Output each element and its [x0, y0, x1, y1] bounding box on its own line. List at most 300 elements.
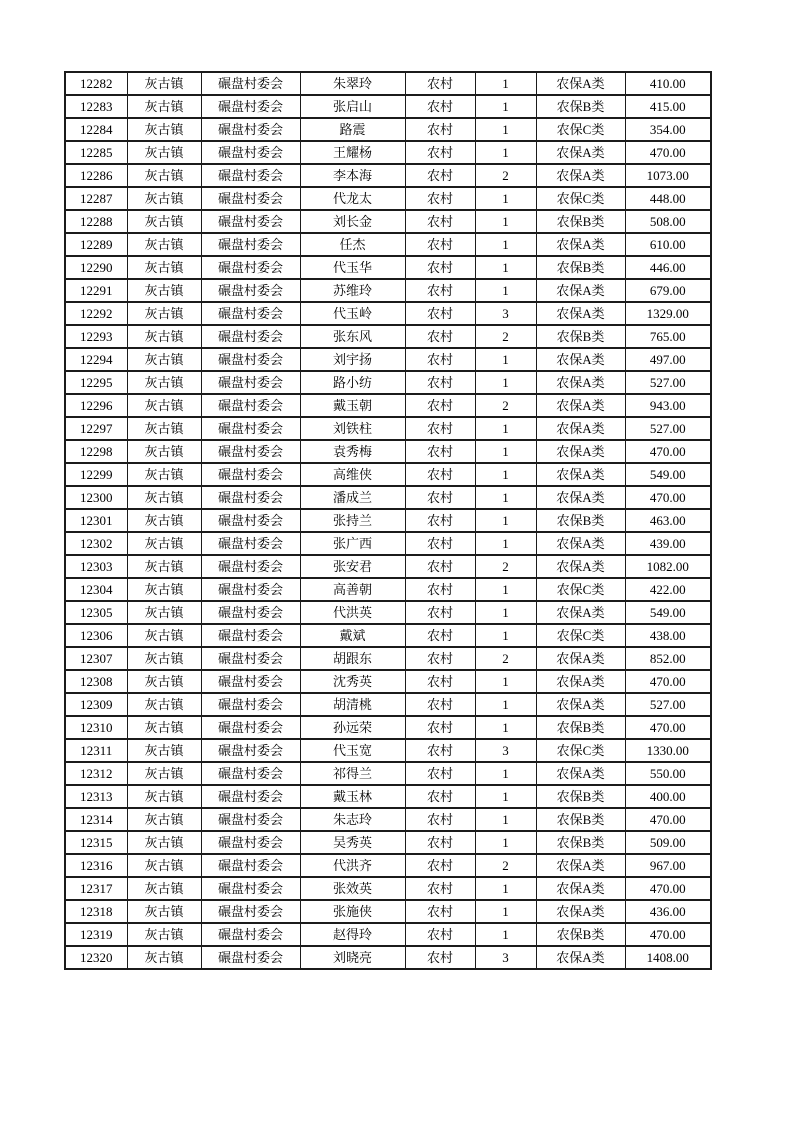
cell-type: 农村 [405, 877, 475, 900]
cell-name: 孙远荣 [300, 716, 405, 739]
cell-id: 12304 [65, 578, 127, 601]
cell-count: 1 [475, 486, 536, 509]
table-row [65, 716, 711, 739]
cell-type: 农村 [405, 187, 475, 210]
cell-town: 灰古镇 [127, 233, 201, 256]
cell-type: 农村 [405, 210, 475, 233]
cell-count: 1 [475, 95, 536, 118]
cell-type: 农村 [405, 394, 475, 417]
table-row [65, 900, 711, 923]
cell-name: 潘成兰 [300, 486, 405, 509]
cell-category: 农保A类 [536, 762, 625, 785]
cell-id: 12306 [65, 624, 127, 647]
table-row [65, 187, 711, 210]
table-row [65, 210, 711, 233]
cell-type: 农村 [405, 808, 475, 831]
cell-type: 农村 [405, 141, 475, 164]
cell-name: 高善朝 [300, 578, 405, 601]
cell-count: 1 [475, 371, 536, 394]
cell-type: 农村 [405, 555, 475, 578]
cell-count: 3 [475, 302, 536, 325]
cell-amount: 852.00 [625, 647, 711, 670]
cell-name: 路小纺 [300, 371, 405, 394]
table-row [65, 394, 711, 417]
cell-type: 农村 [405, 256, 475, 279]
cell-town: 灰古镇 [127, 348, 201, 371]
cell-town: 灰古镇 [127, 509, 201, 532]
cell-amount: 415.00 [625, 95, 711, 118]
cell-category: 农保B类 [536, 509, 625, 532]
cell-village: 碾盘村委会 [201, 946, 300, 969]
table-row [65, 463, 711, 486]
cell-name: 苏维玲 [300, 279, 405, 302]
cell-name: 代洪英 [300, 601, 405, 624]
table-body [65, 72, 711, 969]
cell-category: 农保A类 [536, 946, 625, 969]
cell-id: 12310 [65, 716, 127, 739]
cell-amount: 470.00 [625, 716, 711, 739]
cell-town: 灰古镇 [127, 601, 201, 624]
cell-category: 农保C类 [536, 118, 625, 141]
cell-type: 农村 [405, 348, 475, 371]
cell-id: 12293 [65, 325, 127, 348]
cell-type: 农村 [405, 601, 475, 624]
cell-name: 高维侠 [300, 463, 405, 486]
cell-name: 张效英 [300, 877, 405, 900]
cell-type: 农村 [405, 509, 475, 532]
cell-village: 碾盘村委会 [201, 601, 300, 624]
cell-village: 碾盘村委会 [201, 877, 300, 900]
table-row [65, 118, 711, 141]
cell-village: 碾盘村委会 [201, 647, 300, 670]
cell-amount: 439.00 [625, 532, 711, 555]
cell-type: 农村 [405, 693, 475, 716]
cell-type: 农村 [405, 647, 475, 670]
cell-amount: 765.00 [625, 325, 711, 348]
cell-count: 3 [475, 946, 536, 969]
cell-id: 12291 [65, 279, 127, 302]
cell-category: 农保B类 [536, 808, 625, 831]
cell-id: 12316 [65, 854, 127, 877]
cell-amount: 438.00 [625, 624, 711, 647]
cell-name: 袁秀梅 [300, 440, 405, 463]
cell-name: 任杰 [300, 233, 405, 256]
cell-count: 1 [475, 785, 536, 808]
table-row [65, 831, 711, 854]
cell-id: 12288 [65, 210, 127, 233]
cell-name: 刘宇扬 [300, 348, 405, 371]
table-row [65, 762, 711, 785]
cell-category: 农保A类 [536, 164, 625, 187]
cell-town: 灰古镇 [127, 647, 201, 670]
cell-town: 灰古镇 [127, 256, 201, 279]
cell-id: 12302 [65, 532, 127, 555]
cell-category: 农保A类 [536, 854, 625, 877]
cell-category: 农保A类 [536, 72, 625, 95]
benefits-table [64, 71, 712, 970]
cell-id: 12295 [65, 371, 127, 394]
cell-id: 12307 [65, 647, 127, 670]
cell-name: 祁得兰 [300, 762, 405, 785]
cell-name: 朱翠玲 [300, 72, 405, 95]
cell-id: 12289 [65, 233, 127, 256]
cell-count: 1 [475, 118, 536, 141]
cell-id: 12296 [65, 394, 127, 417]
cell-village: 碾盘村委会 [201, 417, 300, 440]
cell-id: 12313 [65, 785, 127, 808]
cell-town: 灰古镇 [127, 95, 201, 118]
cell-amount: 354.00 [625, 118, 711, 141]
cell-count: 2 [475, 164, 536, 187]
table-row [65, 578, 711, 601]
cell-type: 农村 [405, 164, 475, 187]
cell-name: 李本海 [300, 164, 405, 187]
cell-id: 12314 [65, 808, 127, 831]
cell-name: 路震 [300, 118, 405, 141]
cell-id: 12290 [65, 256, 127, 279]
cell-town: 灰古镇 [127, 693, 201, 716]
cell-name: 张启山 [300, 95, 405, 118]
cell-village: 碾盘村委会 [201, 325, 300, 348]
table-row [65, 647, 711, 670]
cell-town: 灰古镇 [127, 532, 201, 555]
cell-town: 灰古镇 [127, 187, 201, 210]
cell-town: 灰古镇 [127, 118, 201, 141]
cell-town: 灰古镇 [127, 946, 201, 969]
cell-amount: 1330.00 [625, 739, 711, 762]
cell-name: 代洪齐 [300, 854, 405, 877]
cell-type: 农村 [405, 95, 475, 118]
cell-category: 农保B类 [536, 210, 625, 233]
cell-village: 碾盘村委会 [201, 923, 300, 946]
cell-category: 农保A类 [536, 532, 625, 555]
cell-town: 灰古镇 [127, 578, 201, 601]
cell-amount: 422.00 [625, 578, 711, 601]
cell-category: 农保A类 [536, 877, 625, 900]
cell-name: 戴玉林 [300, 785, 405, 808]
cell-count: 1 [475, 601, 536, 624]
cell-id: 12309 [65, 693, 127, 716]
cell-category: 农保C类 [536, 187, 625, 210]
cell-village: 碾盘村委会 [201, 693, 300, 716]
cell-village: 碾盘村委会 [201, 141, 300, 164]
cell-count: 1 [475, 808, 536, 831]
cell-village: 碾盘村委会 [201, 762, 300, 785]
cell-category: 农保C类 [536, 578, 625, 601]
cell-town: 灰古镇 [127, 72, 201, 95]
cell-town: 灰古镇 [127, 716, 201, 739]
cell-village: 碾盘村委会 [201, 486, 300, 509]
cell-id: 12320 [65, 946, 127, 969]
cell-village: 碾盘村委会 [201, 509, 300, 532]
cell-count: 1 [475, 463, 536, 486]
cell-village: 碾盘村委会 [201, 808, 300, 831]
table-row [65, 325, 711, 348]
cell-count: 1 [475, 693, 536, 716]
cell-category: 农保A类 [536, 601, 625, 624]
cell-type: 农村 [405, 831, 475, 854]
cell-count: 1 [475, 716, 536, 739]
cell-id: 12298 [65, 440, 127, 463]
cell-id: 12284 [65, 118, 127, 141]
cell-name: 张安君 [300, 555, 405, 578]
cell-category: 农保A类 [536, 693, 625, 716]
cell-town: 灰古镇 [127, 371, 201, 394]
cell-category: 农保A类 [536, 394, 625, 417]
cell-category: 农保B类 [536, 785, 625, 808]
cell-village: 碾盘村委会 [201, 95, 300, 118]
cell-category: 农保B类 [536, 716, 625, 739]
cell-category: 农保A类 [536, 141, 625, 164]
cell-amount: 509.00 [625, 831, 711, 854]
cell-type: 农村 [405, 463, 475, 486]
cell-name: 代玉华 [300, 256, 405, 279]
table-row [65, 877, 711, 900]
cell-town: 灰古镇 [127, 440, 201, 463]
cell-village: 碾盘村委会 [201, 371, 300, 394]
cell-type: 农村 [405, 716, 475, 739]
cell-type: 农村 [405, 325, 475, 348]
table-row [65, 624, 711, 647]
cell-category: 农保A类 [536, 647, 625, 670]
cell-id: 12285 [65, 141, 127, 164]
cell-village: 碾盘村委会 [201, 624, 300, 647]
cell-count: 1 [475, 72, 536, 95]
table-row [65, 808, 711, 831]
cell-amount: 527.00 [625, 417, 711, 440]
table-row [65, 532, 711, 555]
cell-count: 1 [475, 233, 536, 256]
cell-name: 胡清桃 [300, 693, 405, 716]
cell-type: 农村 [405, 118, 475, 141]
cell-amount: 410.00 [625, 72, 711, 95]
cell-id: 12308 [65, 670, 127, 693]
cell-amount: 1082.00 [625, 555, 711, 578]
cell-count: 1 [475, 762, 536, 785]
table-row [65, 601, 711, 624]
cell-town: 灰古镇 [127, 164, 201, 187]
cell-village: 碾盘村委会 [201, 394, 300, 417]
cell-name: 代龙太 [300, 187, 405, 210]
cell-category: 农保A类 [536, 900, 625, 923]
cell-category: 农保A类 [536, 463, 625, 486]
cell-village: 碾盘村委会 [201, 555, 300, 578]
table-row [65, 348, 711, 371]
cell-id: 12292 [65, 302, 127, 325]
cell-category: 农保B类 [536, 831, 625, 854]
table-row [65, 785, 711, 808]
cell-id: 12303 [65, 555, 127, 578]
cell-town: 灰古镇 [127, 417, 201, 440]
cell-village: 碾盘村委会 [201, 233, 300, 256]
cell-type: 农村 [405, 578, 475, 601]
cell-type: 农村 [405, 72, 475, 95]
cell-amount: 1073.00 [625, 164, 711, 187]
cell-category: 农保A类 [536, 486, 625, 509]
cell-village: 碾盘村委会 [201, 532, 300, 555]
table-row [65, 854, 711, 877]
cell-type: 农村 [405, 371, 475, 394]
cell-category: 农保C类 [536, 739, 625, 762]
cell-id: 12286 [65, 164, 127, 187]
cell-id: 12312 [65, 762, 127, 785]
cell-name: 王耀杨 [300, 141, 405, 164]
cell-town: 灰古镇 [127, 325, 201, 348]
cell-amount: 943.00 [625, 394, 711, 417]
cell-type: 农村 [405, 233, 475, 256]
table-row [65, 302, 711, 325]
cell-category: 农保A类 [536, 555, 625, 578]
cell-id: 12287 [65, 187, 127, 210]
table-row [65, 256, 711, 279]
cell-amount: 550.00 [625, 762, 711, 785]
table-row [65, 417, 711, 440]
cell-category: 农保A类 [536, 233, 625, 256]
cell-type: 农村 [405, 417, 475, 440]
cell-town: 灰古镇 [127, 739, 201, 762]
cell-amount: 1329.00 [625, 302, 711, 325]
cell-category: 农保B类 [536, 256, 625, 279]
cell-id: 12294 [65, 348, 127, 371]
cell-village: 碾盘村委会 [201, 440, 300, 463]
cell-count: 2 [475, 394, 536, 417]
cell-village: 碾盘村委会 [201, 279, 300, 302]
cell-village: 碾盘村委会 [201, 716, 300, 739]
cell-type: 农村 [405, 762, 475, 785]
cell-type: 农村 [405, 486, 475, 509]
cell-town: 灰古镇 [127, 486, 201, 509]
table-row [65, 440, 711, 463]
table-row [65, 670, 711, 693]
cell-village: 碾盘村委会 [201, 900, 300, 923]
cell-category: 农保A类 [536, 417, 625, 440]
table-row [65, 233, 711, 256]
cell-name: 刘晓亮 [300, 946, 405, 969]
cell-type: 农村 [405, 302, 475, 325]
cell-amount: 610.00 [625, 233, 711, 256]
cell-amount: 470.00 [625, 670, 711, 693]
cell-count: 2 [475, 325, 536, 348]
table-row [65, 371, 711, 394]
cell-town: 灰古镇 [127, 463, 201, 486]
cell-category: 农保B类 [536, 95, 625, 118]
cell-count: 1 [475, 417, 536, 440]
cell-type: 农村 [405, 440, 475, 463]
cell-town: 灰古镇 [127, 877, 201, 900]
cell-amount: 1408.00 [625, 946, 711, 969]
cell-town: 灰古镇 [127, 831, 201, 854]
cell-name: 吴秀英 [300, 831, 405, 854]
cell-amount: 470.00 [625, 486, 711, 509]
cell-id: 12282 [65, 72, 127, 95]
cell-count: 1 [475, 923, 536, 946]
cell-id: 12319 [65, 923, 127, 946]
cell-type: 农村 [405, 739, 475, 762]
cell-name: 张东风 [300, 325, 405, 348]
cell-amount: 967.00 [625, 854, 711, 877]
table-row [65, 141, 711, 164]
table-row [65, 72, 711, 95]
cell-name: 赵得玲 [300, 923, 405, 946]
cell-village: 碾盘村委会 [201, 164, 300, 187]
cell-name: 朱志玲 [300, 808, 405, 831]
cell-amount: 470.00 [625, 808, 711, 831]
table-row [65, 555, 711, 578]
cell-count: 1 [475, 578, 536, 601]
cell-name: 代玉岭 [300, 302, 405, 325]
cell-count: 1 [475, 509, 536, 532]
cell-type: 农村 [405, 900, 475, 923]
cell-name: 胡跟东 [300, 647, 405, 670]
cell-type: 农村 [405, 279, 475, 302]
cell-type: 农村 [405, 624, 475, 647]
cell-town: 灰古镇 [127, 555, 201, 578]
cell-category: 农保A类 [536, 302, 625, 325]
cell-village: 碾盘村委会 [201, 831, 300, 854]
cell-type: 农村 [405, 923, 475, 946]
cell-amount: 446.00 [625, 256, 711, 279]
cell-category: 农保A类 [536, 371, 625, 394]
cell-town: 灰古镇 [127, 923, 201, 946]
cell-type: 农村 [405, 946, 475, 969]
cell-amount: 679.00 [625, 279, 711, 302]
cell-type: 农村 [405, 670, 475, 693]
cell-count: 2 [475, 555, 536, 578]
cell-amount: 470.00 [625, 440, 711, 463]
cell-id: 12300 [65, 486, 127, 509]
cell-id: 12311 [65, 739, 127, 762]
cell-id: 12305 [65, 601, 127, 624]
cell-category: 农保A类 [536, 440, 625, 463]
cell-count: 2 [475, 854, 536, 877]
cell-id: 12318 [65, 900, 127, 923]
cell-category: 农保A类 [536, 279, 625, 302]
cell-id: 12301 [65, 509, 127, 532]
cell-id: 12315 [65, 831, 127, 854]
cell-id: 12283 [65, 95, 127, 118]
cell-amount: 549.00 [625, 601, 711, 624]
cell-town: 灰古镇 [127, 624, 201, 647]
cell-village: 碾盘村委会 [201, 854, 300, 877]
cell-count: 1 [475, 187, 536, 210]
cell-amount: 497.00 [625, 348, 711, 371]
cell-type: 农村 [405, 854, 475, 877]
cell-name: 戴玉朝 [300, 394, 405, 417]
cell-amount: 470.00 [625, 923, 711, 946]
cell-count: 1 [475, 440, 536, 463]
cell-name: 沈秀英 [300, 670, 405, 693]
cell-count: 1 [475, 624, 536, 647]
table-row [65, 164, 711, 187]
cell-count: 1 [475, 279, 536, 302]
cell-village: 碾盘村委会 [201, 463, 300, 486]
cell-name: 戴斌 [300, 624, 405, 647]
cell-town: 灰古镇 [127, 394, 201, 417]
cell-town: 灰古镇 [127, 141, 201, 164]
cell-count: 1 [475, 532, 536, 555]
cell-village: 碾盘村委会 [201, 739, 300, 762]
cell-town: 灰古镇 [127, 670, 201, 693]
cell-town: 灰古镇 [127, 900, 201, 923]
cell-amount: 448.00 [625, 187, 711, 210]
cell-town: 灰古镇 [127, 302, 201, 325]
cell-village: 碾盘村委会 [201, 348, 300, 371]
table-row [65, 486, 711, 509]
cell-amount: 527.00 [625, 693, 711, 716]
cell-type: 农村 [405, 785, 475, 808]
cell-category: 农保A类 [536, 348, 625, 371]
cell-village: 碾盘村委会 [201, 578, 300, 601]
